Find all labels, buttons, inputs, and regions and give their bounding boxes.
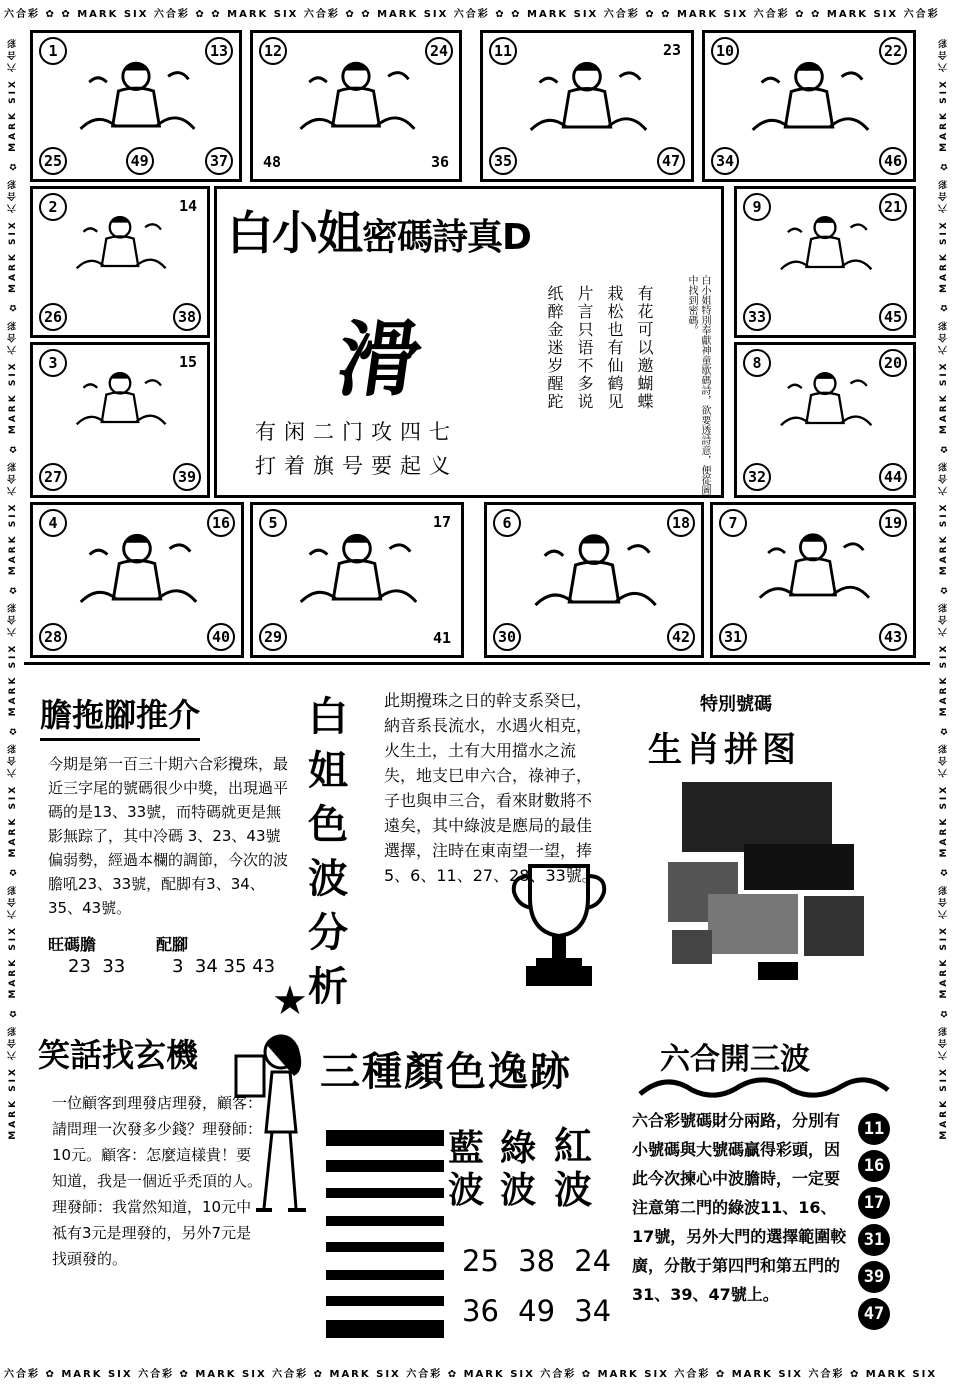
card-number: 29 <box>259 623 287 651</box>
card-number: 26 <box>39 303 67 331</box>
card-number: 24 <box>425 37 453 65</box>
child-illustration <box>283 525 431 614</box>
top-border-text: 六合彩 ✿ ✿ MARK SIX 六合彩 ✿ ✿ MARK SIX 六合彩 ✿ ✿ MARK SIX 六合彩 ✿ ✿ MARK SIX 六合彩 ✿ ✿ MARK SIX 六合彩 ✿ ✿ MARK SIX 六合彩 <box>4 9 940 20</box>
wave-numbers-row <box>462 1244 611 1278</box>
zodiac-card <box>30 502 244 658</box>
child-illustration <box>517 525 671 617</box>
card-number: 36 <box>430 153 450 171</box>
child-illustration <box>767 365 883 435</box>
zodiac-card <box>702 30 916 182</box>
card-number: 10 <box>711 37 739 65</box>
section-divider <box>24 662 930 665</box>
zodiac-card <box>250 502 464 658</box>
child-illustration <box>735 53 883 142</box>
card-number: 2 <box>39 193 67 221</box>
card-number: 19 <box>879 509 907 537</box>
card-number: 39 <box>173 463 201 491</box>
wave-number: 25 <box>462 1244 499 1278</box>
card-number: 7 <box>719 509 747 537</box>
circled-number: 47 <box>858 1298 890 1330</box>
top-border-strip <box>0 0 957 26</box>
left-border-text: MARK SIX 六合彩 ✿ MARK SIX 六合彩 ✿ MARK SIX 六合彩 ✿ MARK SIX 六合彩 ✿ MARK SIX 六合彩 ✿ MARK SIX 六合彩 ✿ MARK SIX 六合彩 ✿ MARK SIX 六合彩 <box>8 36 18 1140</box>
title-tail: 真D <box>467 217 531 258</box>
riddle-line: 有闲二门攻四七 <box>255 420 458 444</box>
wave-section-title: 白姐色波分析 <box>308 694 348 1010</box>
card-number: 32 <box>743 463 771 491</box>
card-number: 30 <box>493 623 521 651</box>
card-number: 11 <box>489 37 517 65</box>
card-number: 42 <box>667 623 695 651</box>
red-wave-label: 紅波 <box>554 1124 593 1212</box>
card-number: 41 <box>432 629 452 647</box>
card-number: 27 <box>39 463 67 491</box>
child-illustration <box>283 53 429 141</box>
zodiac-card <box>250 30 462 182</box>
puzzle-image <box>648 774 888 984</box>
card-number: 45 <box>879 303 907 331</box>
zodiac-card <box>30 30 242 182</box>
poem-column: 片言只语不多说 <box>575 285 594 411</box>
card-number: 23 <box>662 41 682 59</box>
child-illustration <box>513 53 661 142</box>
zodiac-card <box>480 30 694 182</box>
card-number: 43 <box>879 623 907 651</box>
left-border-strip <box>0 26 24 1360</box>
dan-section-title: 膽拖腳推介 <box>40 690 200 741</box>
card-number: 9 <box>743 193 771 221</box>
wave-number: 34 <box>574 1294 612 1328</box>
title-panel <box>214 186 724 498</box>
zodiac-card <box>30 342 210 498</box>
bottom-border-strip <box>0 1360 957 1388</box>
wave-tip-title: 六合開三波 <box>660 1042 810 1077</box>
card-number: 12 <box>259 37 287 65</box>
bottom-border-text: 六合彩 ✿ MARK SIX 六合彩 ✿ MARK SIX 六合彩 ✿ MARK SIX 六合彩 ✿ MARK SIX 六合彩 ✿ MARK SIX 六合彩 ✿ MARK SIX 六合彩 ✿ MARK SIX <box>4 1369 938 1380</box>
girl-with-trophy-illustration <box>226 1022 316 1222</box>
child-illustration <box>63 525 211 614</box>
page-title <box>227 197 531 263</box>
card-number: 13 <box>205 37 233 65</box>
dan-number: 33 <box>102 956 126 977</box>
card-number: 44 <box>879 463 907 491</box>
wave-number: 38 <box>518 1244 556 1278</box>
pei-number: 35 <box>223 956 247 977</box>
joke-section-title: 笑話找玄機 <box>38 1036 199 1074</box>
special-title-big: 生肖拼图 <box>648 730 800 770</box>
poem-column: 纸醉金迷岁醒跎 <box>545 285 564 411</box>
joke-section-body: 一位顧客到理發店理發，顧客：請問理一次發多少錢？理發師：10元。顧客：怎麼這樣貴！要知道，我是一個近乎禿頂的人。理發師：我當然知道，10元中祗有3元是理發的，另外7元是找頭發的。 <box>52 1094 263 1268</box>
poem-column: 有花可以邀蝴蝶 <box>635 285 654 411</box>
dan-label: 旺碼膽 <box>48 935 97 954</box>
wave-ornament <box>636 1072 892 1102</box>
card-number: 25 <box>39 147 67 175</box>
zodiac-card <box>734 342 916 498</box>
side-note: 白小姐特別奉獻神童歇碼詩，欲要透詩意，便從圖中找到密碼。 <box>686 275 710 495</box>
card-number: 35 <box>489 147 517 175</box>
card-number: 8 <box>743 349 771 377</box>
wave-tip-body: 六合彩號碼財分兩路，分別有小號碼與大號碼贏得彩頭，因此今次揀心中波膽時，一定要注意第二門的綠波11、16、17號，另外大門的選擇範圍較廣，分散于第四門和第五門的31、39、47號上。 <box>632 1111 847 1304</box>
pei-number: 34 <box>194 956 218 977</box>
card-number: 37 <box>205 147 233 175</box>
card-number: 48 <box>262 153 282 171</box>
card-number: 33 <box>743 303 771 331</box>
pei-label: 配腳 <box>156 935 189 954</box>
card-number: 46 <box>879 147 907 175</box>
circled-number: 39 <box>858 1261 890 1293</box>
card-number: 15 <box>178 353 198 371</box>
wave-number: 49 <box>518 1294 556 1328</box>
card-number: 28 <box>39 623 67 651</box>
card-number: 18 <box>667 509 695 537</box>
right-border-strip <box>930 26 957 1360</box>
card-number: 21 <box>879 193 907 221</box>
card-number: 34 <box>711 147 739 175</box>
card-number: 49 <box>126 147 154 175</box>
zodiac-card <box>484 502 704 658</box>
zodiac-card <box>734 186 916 338</box>
card-number: 20 <box>879 349 907 377</box>
riddle-line: 打着旗号要起义 <box>255 454 458 478</box>
circled-number: 31 <box>858 1224 890 1256</box>
child-illustration <box>743 525 883 609</box>
pei-numbers <box>172 956 275 977</box>
card-number: 5 <box>259 509 287 537</box>
card-number: 1 <box>39 37 67 65</box>
special-title-small: 特別號碼 <box>700 694 772 715</box>
green-wave-label: 綠波 <box>500 1128 537 1211</box>
zodiac-card <box>30 186 210 338</box>
child-illustration <box>63 209 177 277</box>
riddle <box>255 415 458 483</box>
wave-section-body: 此期攪珠之日的幹支系癸巳，納音系長流水，水遇火相克，火生土，土有大用擋水之流失，地支巳申六合，祿神子，子也與申三合，看來財數將不遠矣，其中綠波是應局的最佳選擇，注時在東南望一望，捧5、6、11、27、28、33號。 <box>384 691 598 885</box>
child-illustration <box>63 53 209 141</box>
three-colors-pattern <box>326 1130 446 1340</box>
card-number: 22 <box>879 37 907 65</box>
pei-number: 3 <box>172 956 184 977</box>
zodiac-card <box>710 502 916 658</box>
card-number: 16 <box>207 509 235 537</box>
card-number: 31 <box>719 623 747 651</box>
child-illustration <box>63 365 177 433</box>
circled-number: 17 <box>858 1187 890 1219</box>
child-illustration <box>767 209 883 279</box>
blue-wave-label: 藍波 <box>448 1128 485 1211</box>
wave-tip-circled-numbers <box>858 1113 892 1335</box>
brush-character: 滑 <box>331 312 427 408</box>
dan-number: 23 <box>68 956 91 977</box>
star-icon: ★ <box>272 978 308 1024</box>
card-number: 38 <box>173 303 201 331</box>
card-number: 4 <box>39 509 67 537</box>
card-number: 47 <box>657 147 685 175</box>
card-number: 14 <box>178 197 198 215</box>
wave-numbers-row <box>462 1294 611 1328</box>
card-number: 6 <box>493 509 521 537</box>
card-number: 3 <box>39 349 67 377</box>
trophy-icon <box>508 858 610 988</box>
circled-number: 16 <box>858 1150 890 1182</box>
poem-column: 栽松也有仙鹤见 <box>605 285 624 411</box>
three-colors-title: 三種顏色逸跡 <box>320 1049 572 1095</box>
card-number: 40 <box>207 623 235 651</box>
circled-number: 11 <box>858 1113 890 1145</box>
dan-numbers <box>68 956 125 977</box>
card-number: 17 <box>432 513 452 531</box>
pei-number: 43 <box>252 956 276 977</box>
wave-number: 36 <box>462 1294 499 1328</box>
title-main: 白小姐 <box>227 206 362 260</box>
wave-number: 24 <box>574 1244 612 1278</box>
dan-section-body: 今期是第一百三十期六合彩攪珠，最近三字尾的號碼很少中獎，出現過平碼的是13、33號，而特碼就更是無影無踪了，其中冷碼 3、23、43號偏弱勢，經過本欄的調節，今次的波膽吼23、33號，配脚有3、34、35、43號。 <box>48 755 289 917</box>
right-border-text: MARK SIX 六合彩 ✿ MARK SIX 六合彩 ✿ MARK SIX 六合彩 ✿ MARK SIX 六合彩 ✿ MARK SIX 六合彩 ✿ MARK SIX 六合彩 ✿ MARK SIX 六合彩 ✿ MARK SIX 六合彩 <box>939 36 949 1140</box>
title-rest: 密碼詩 <box>362 217 468 258</box>
